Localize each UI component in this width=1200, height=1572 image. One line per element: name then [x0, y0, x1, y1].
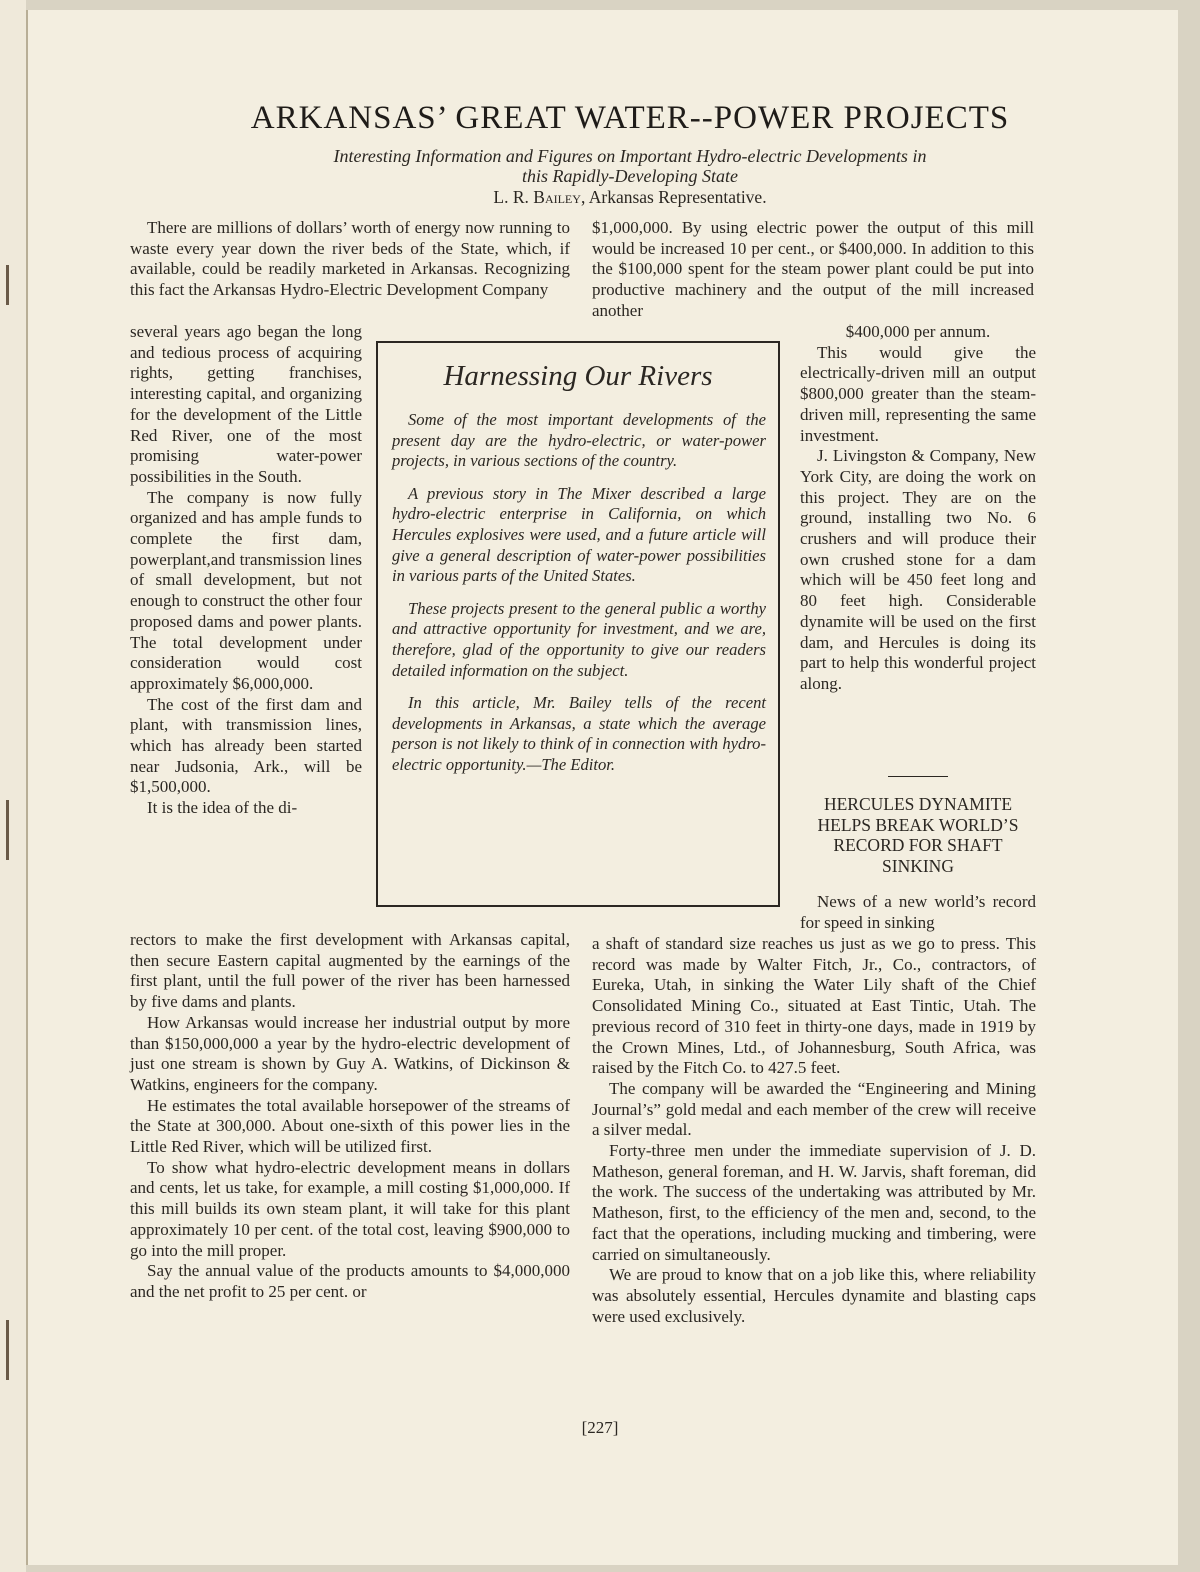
paragraph: J. Livingston & Company, New York City, are doing the work on this project. They are on the ground, installing two No. 6 crushers and will produce their own crushed stone for a dam which will be 450 feet long and 80 feet high. Considerable dynamite will be used on the first dam, and Hercules is doing its part to help this wonderful project along. — [800, 446, 1036, 693]
binding-mark — [6, 265, 9, 305]
sidebar-paragraph: Some of the most important developments of the present day are the hydro-electric, or water-power projects, in various sections of the country. — [392, 410, 766, 471]
binding-mark — [6, 800, 9, 860]
paragraph: There are millions of dollars’ worth of energy now running to waste every year down the river beds of the State, which, if available, could be readily marketed in Arkansas. Recognizing this fact the Arkansas Hydro-Electric Development Company — [130, 218, 570, 300]
paragraph: The company is now fully organized and has ample funds to complete the first dam, powerplant,and transmission lines of small development, but not enough to construct the other four proposed dams and power plants. The total development under consideration would cost approximately $6,000,000. — [130, 487, 362, 693]
sidebar-body — [392, 410, 766, 788]
subtitle-line: Interesting Information and Figures on Important Hydro-electric Developments in — [333, 146, 927, 166]
paragraph: a shaft of standard size reaches us just as we go to press. This record was made by Walter Fitch, Jr., Co., contractors, of Eureka, Utah, in sinking the Water Lily shaft of the Chief Consolidated Mining Co., situated at East Tintic, Utah. The previous record of 310 feet in thirty-one days, made in 1919 by the Crown Mines, Ltd., of Johannesburg, South Africa, was raised by the Fitch Co. to 427.5 feet. — [592, 934, 1036, 1078]
column-right-top — [592, 218, 1034, 322]
second-article-headline: HERCULES DYNAMITE HELPS BREAK WORLD’S RECORD FOR SHAFT SINKING — [817, 794, 1019, 876]
paragraph: Say the annual value of the products amounts to $4,000,000 and the net profit to 25 per cent. or — [130, 1261, 570, 1301]
sidebar-box — [376, 341, 780, 907]
paragraph: The cost of the first dam and plant, with transmission lines, which has already been started near Judsonia, Ark., will be $1,500,000. — [130, 694, 362, 797]
paragraph: To show what hydro-electric development means in dollars and cents, let us take, for example, a mill costing $1,000,000. If this mill builds its own steam plant, it will take for this plant approximately 10 per cent. of the total cost, leaving $900,000 to go into the mill proper. — [130, 1157, 570, 1260]
paragraph: Forty-three men under the immediate supervision of J. D. Matheson, general foreman, and H. W. Jarvis, shaft foreman, did the work. The success of the undertaking was attributed by Mr. Matheson, first, to the efficiency of the men and, second, to the fact that the operations, including mucking and timbering, were carried on simultaneously. — [592, 1141, 1036, 1264]
sidebar-paragraph: In this article, Mr. Bailey tells of the recent developments in Arkansas, a state which the average person is not likely to think of in connection with hydro-electric opportunity.—The Editor. — [392, 693, 766, 774]
column-left-top — [130, 218, 570, 301]
subtitle-line: this Rapidly-Developing State — [522, 166, 738, 186]
second-article-start — [800, 892, 1036, 933]
sidebar-paragraph: These projects present to the general public a worthy and attractive opportunity for investment, and we are, therefore, glad of the opportunity to give our readers detailed information on the subject. — [392, 598, 766, 680]
article-subtitle — [150, 146, 1110, 186]
sidebar-paragraph: A previous story in The Mixer described a large hydro-electric enterprise in California, on which Hercules explosives were used, and a future article will give a general description of water-power possibilities in various parts of the United States. — [392, 483, 766, 586]
paragraph: How Arkansas would increase her industrial output by more than $150,000,000 a year by the hydro-electric development of just one stream is shown by Guy A. Watkins, of Dickinson & Watkins, engineers for the company. — [130, 1012, 570, 1094]
paragraph: He estimates the total available horsepower of the streams of the State at 300,000. About one-sixth of this power lies in the Little Red River, which will be utilized first. — [130, 1095, 570, 1157]
column-left-narrow — [130, 322, 362, 819]
paragraph: rectors to make the first development with Arkansas capital, then secure Eastern capital augmented by the earnings of the first plant, until the full power of the river has been harnessed by five dams and plants. — [130, 930, 570, 1012]
byline — [150, 187, 1110, 208]
page-gutter — [0, 0, 26, 1572]
paragraph: This would give the electrically-driven mill an output $800,000 greater than the steam-driven mill, representing the same investment. — [800, 342, 1036, 445]
article-title: ARKANSAS’ GREAT WATER--POWER PROJECTS — [250, 100, 1010, 136]
paragraph: $400,000 per annum. — [845, 322, 991, 341]
page-number: [227] — [581, 1418, 619, 1437]
paragraph: News of a new world’s record for speed in sinking — [800, 892, 1036, 932]
paragraph: We are proud to know that on a job like this, where reliability was absolutely essential, Hercules dynamite and blasting caps were used exclusively. — [592, 1265, 1036, 1326]
paragraph: several years ago began the long and tedious process of acquiring rights, getting franchises, interesting capital, and organizing for the development of the Little Red River, one of the most promising water-power possibilities in the South. — [130, 322, 362, 486]
binding-mark — [6, 1320, 9, 1380]
sidebar-title: Harnessing Our Rivers — [443, 360, 713, 392]
paragraph: $1,000,000. By using electric power the output of this mill would be increased 10 per cent., or $400,000. In addition to this the $100,000 spent for the steam power plant could be put into productive machinery and the output of the mill increased another — [592, 218, 1034, 320]
second-article-body — [592, 934, 1036, 1327]
column-left-bottom — [130, 930, 570, 1303]
column-right-narrow — [800, 322, 1036, 695]
paragraph: It is the idea of the di- — [147, 798, 298, 818]
author-name: L. R. Bailey — [493, 187, 581, 207]
author-role: , Arkansas Representative. — [580, 187, 767, 207]
paragraph: The company will be awarded the “Engineering and Mining Journal’s” gold medal and each member of the crew will receive a silver medal. — [592, 1078, 1036, 1140]
section-divider — [888, 776, 948, 777]
